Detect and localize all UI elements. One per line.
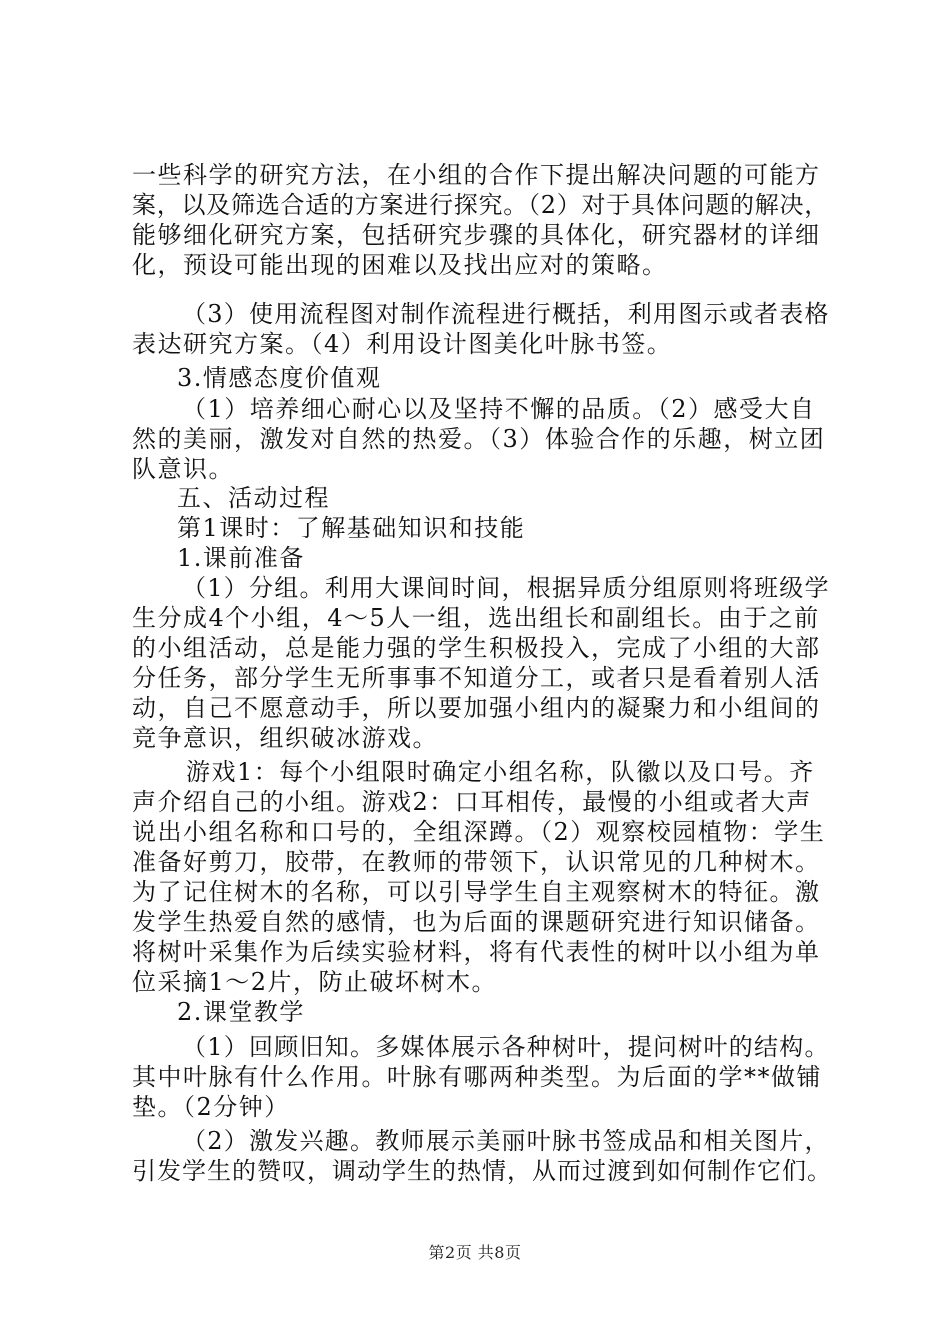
text-line: 将树叶采集作为后续实验材料，将有代表性的树叶以小组为单 <box>132 938 821 966</box>
text-line: 然的美丽，激发对自然的热爱。（3）体验合作的乐趣，树立团 <box>132 425 826 453</box>
text-line: （3）使用流程图对制作流程进行概括，利用图示或者表格 <box>182 300 830 328</box>
text-line: 的小组活动，总是能力强的学生积极投入，完成了小组的大部 <box>132 634 821 662</box>
text-line: 垫。（2分钟） <box>132 1093 290 1121</box>
text-line: 队意识。 <box>132 455 234 483</box>
text-line: 案，以及筛选合适的方案进行探究。（2）对于具体问题的解决， <box>132 191 830 219</box>
section-heading: 第1课时：了解基础知识和技能 <box>177 514 526 542</box>
text-line: （1）回顾旧知。多媒体展示各种树叶，提问树叶的结构。 <box>182 1033 830 1061</box>
text-line: 一些科学的研究方法，在小组的合作下提出解决问题的可能方 <box>132 161 821 189</box>
text-line: （2）激发兴趣。教师展示美丽叶脉书签成品和相关图片， <box>182 1127 830 1155</box>
section-heading: 五、活动过程 <box>177 484 330 512</box>
text-line: 生分成4个小组，4～5人一组，选出组长和副组长。由于之前 <box>132 604 820 632</box>
text-line: 位采摘1～2片，防止破坏树木。 <box>132 968 498 996</box>
text-line: 为了记住树木的名称，可以引导学生自主观察树木的特征。激 <box>132 878 821 906</box>
text-line: 化，预设可能出现的困难以及找出应对的策略。 <box>132 251 668 279</box>
page-footer: 第2页 共8页 <box>428 1243 522 1262</box>
text-line: 能够细化研究方案，包括研究步骤的具体化，研究器材的详细 <box>132 221 821 249</box>
text-line: 其中叶脉有什么作用。叶脉有哪两种类型。为后面的学**做铺 <box>132 1063 822 1091</box>
text-line: 声介绍自己的小组。游戏2：口耳相传，最慢的小组或者大声 <box>132 788 812 816</box>
text-line: （1）培养细心耐心以及坚持不懈的品质。（2）感受大自 <box>182 395 816 423</box>
text-line: 表达研究方案。（4）利用设计图美化叶脉书签。 <box>132 330 673 358</box>
text-line: 说出小组名称和口号的，全组深蹲。（2）观察校园植物：学生 <box>132 818 826 846</box>
text-line: 游戏1：每个小组限时确定小组名称，队徽以及口号。齐 <box>186 758 815 786</box>
text-line: 准备好剪刀，胶带，在教师的带领下，认识常见的几种树木。 <box>132 848 821 876</box>
text-line: （1）分组。利用大课间时间，根据异质分组原则将班级学 <box>182 574 830 602</box>
text-line: 发学生热爱自然的感情，也为后面的课题研究进行知识储备。 <box>132 908 821 936</box>
section-heading: 1.课前准备 <box>177 544 305 572</box>
section-heading: 2.课堂教学 <box>177 998 305 1026</box>
text-line: 引发学生的赞叹，调动学生的热情，从而过渡到如何制作它们。 <box>132 1157 832 1185</box>
text-line: 分任务，部分学生无所事事不知道分工，或者只是看着别人活 <box>132 664 821 692</box>
text-line: 动，自己不愿意动手，所以要加强小组内的凝聚力和小组间的 <box>132 694 821 722</box>
text-line: 竞争意识，组织破冰游戏。 <box>132 724 438 752</box>
section-heading: 3.情感态度价值观 <box>177 364 382 392</box>
